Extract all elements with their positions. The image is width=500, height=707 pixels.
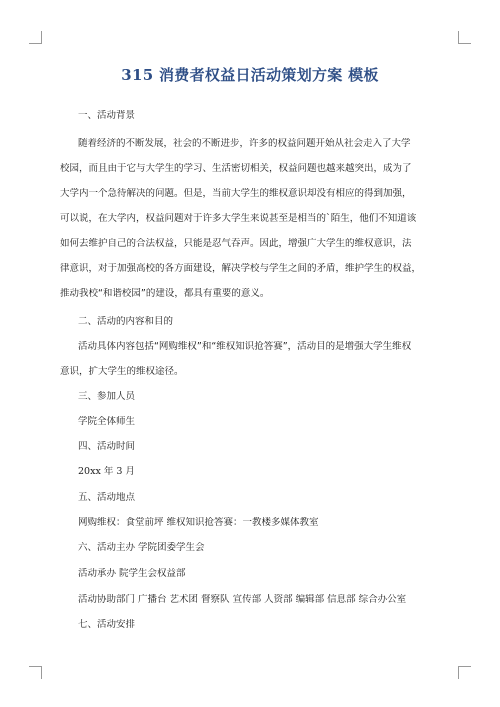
section-heading-background: 一、活动背景: [78, 110, 136, 121]
paragraph-line: 推动我校“和谐校园”的建设，都具有重要的意义。: [60, 288, 270, 299]
section-heading-arrangement: 七、活动安排: [78, 619, 136, 630]
paragraph-line: 可以说，在大学内，权益问题对于许多大学生来说甚至是相当的`陌生，他们不知道该: [60, 213, 417, 224]
assisting-departments-text: 活动协助部门 广播台 艺术团 督察队 宣传部 人资部 编辑部 信息部 综合办公室: [78, 594, 407, 605]
participants-text: 学院全体师生: [78, 416, 136, 427]
paragraph-line: 律意识，对于加强高校的各方面建设，解决学校与学生之间的矛盾，维护学生的权益，: [60, 263, 422, 274]
crop-mark-bottom-right: [458, 666, 471, 679]
section-heading-time: 四、活动时间: [78, 441, 136, 452]
title-text: 消费者权益日活动策划方案 模板: [159, 66, 379, 84]
paragraph-line: 随着经济的不断发展，社会的不断进步，许多的权益问题开始从社会走入了大学: [78, 138, 411, 149]
section-heading-location: 五、活动地点: [78, 492, 136, 503]
paragraph-line: 活动具体内容包括“网购维权”和“维权知识抢答赛”，活动目的是增强大学生维权: [78, 341, 412, 352]
crop-mark-top-left: [29, 31, 42, 44]
document-title: [40, 64, 460, 85]
crop-mark-top-right: [458, 31, 471, 44]
paragraph-line: 如何去维护自己的合法权益，只能是忍气吞声。因此，增强广大学生的维权意识，法: [60, 238, 412, 249]
organizer-text: 活动承办 院学生会权益部: [78, 568, 186, 579]
section-heading-organizer: 六、活动主办 学院团委学生会: [78, 542, 205, 553]
event-time-text: 20xx 年 3 月: [78, 466, 135, 477]
paragraph-line: 校园，而且由于它与大学生的学习、生活密切相关，权益问题也越来越突出，成为了: [60, 163, 412, 174]
section-heading-content: 二、活动的内容和目的: [78, 316, 174, 327]
title-number: 315: [121, 66, 154, 84]
paragraph-line: 大学内一个急待解决的问题。但是，当前大学生的维权意识却没有相应的得到加强，: [60, 188, 412, 199]
location-text: 网购维权：食堂前坪 维权知识抢答赛：一教楼多媒体教室: [78, 517, 319, 528]
section-heading-participants: 三、参加人员: [78, 391, 136, 402]
paragraph-line: 意识，扩大学生的维权途径。: [60, 366, 184, 377]
crop-mark-bottom-left: [29, 666, 42, 679]
